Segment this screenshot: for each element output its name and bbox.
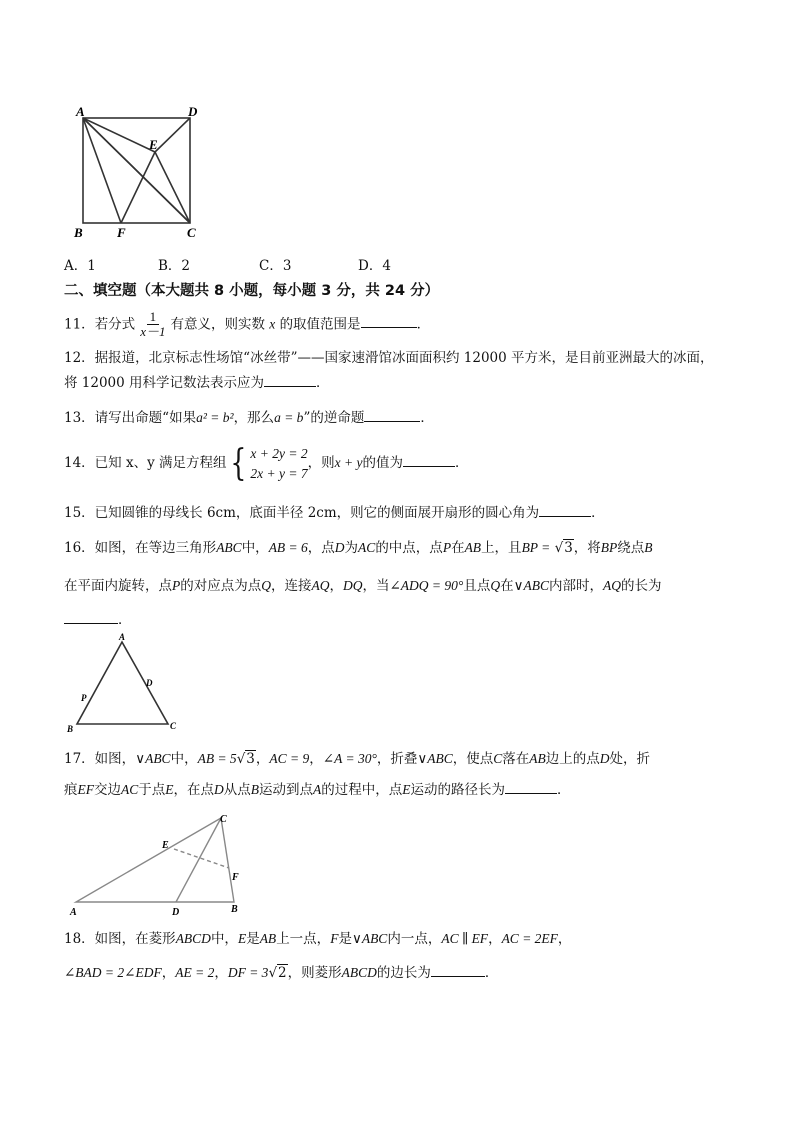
fig10-label-b: B bbox=[74, 225, 83, 240]
q17-figure bbox=[66, 808, 266, 920]
fig16-label-a: A bbox=[119, 632, 126, 642]
q11-blank bbox=[361, 327, 417, 328]
q16-blank bbox=[64, 623, 118, 624]
fig17-label-b: B bbox=[231, 904, 238, 915]
q15: 15．已知圆锥的母线长 6cm，底面半径 2cm，则它的侧面展开扇形的圆心角为 ． bbox=[64, 505, 605, 521]
q18-blank bbox=[431, 976, 485, 977]
fig17-label-c: C bbox=[220, 814, 227, 825]
fig17-label-a: A bbox=[70, 907, 77, 918]
q11: 11．若分式 $\frac{1}{x-1}$ 有意义，则实数 x 的取值范围是 ． bbox=[64, 309, 431, 339]
q14-equation-system: { x + 2y = 2 2x + y = 7 bbox=[229, 442, 308, 484]
q12-blank bbox=[264, 386, 316, 387]
q17-line2: 痕EF交边AC于点E，在点D从点B运动到点A的过程中，点E运动的路径长为 ． bbox=[64, 782, 571, 798]
fig16-label-p: P bbox=[81, 693, 87, 703]
fig17-label-f: F bbox=[232, 872, 239, 883]
fig10-label-a: A bbox=[76, 104, 85, 119]
fig10-label-c: C bbox=[187, 225, 196, 240]
q10-choice-b: B．2 bbox=[158, 258, 191, 274]
q16-figure bbox=[60, 632, 190, 734]
q15-blank bbox=[539, 516, 591, 517]
q10-choice-a: A．1 bbox=[64, 258, 96, 274]
q10-figure bbox=[60, 100, 210, 245]
q16-line2: 在平面内旋转，点P的对应点为点Q，连接AQ，DQ，当∠ADQ = 90°且点Q在∨ABC内部时，AQ的长为 bbox=[64, 578, 662, 594]
fig16-label-b: B bbox=[67, 724, 74, 734]
q16-line1: 16．如图，在等边三角形ABC中，AB = 6，点D为AC的中点，点P在AB上，且BP = √3，将BP绕点B bbox=[64, 540, 653, 556]
q18-line1: 18．如图，在菱形ABCD中，E是AB上一点，F是∨ABC内一点，AC ∥ EF，AC = 2EF， bbox=[64, 931, 572, 947]
q11-fraction: $\frac{1}{x-1}$ bbox=[140, 309, 166, 339]
q17-blank bbox=[505, 793, 557, 794]
q10-choice-c: C．3 bbox=[259, 258, 292, 274]
fig17-label-e: E bbox=[162, 840, 169, 851]
fig17-label-d: D bbox=[172, 907, 180, 918]
q17-line1: 17．如图，∨ABC中，AB = 5√3，AC = 9，∠A = 30°，折叠∨ABC，使点C落在AB边上的点D处，折 bbox=[64, 751, 650, 767]
q12-line1: 12．据报道，北京标志性场馆“冰丝带”——国家速滑馆冰面面积约 12000 平方米，是目前亚洲最大的冰面， bbox=[64, 350, 714, 366]
section-heading: 二、填空题（本大题共 8 小题，每小题 3 分，共 24 分） bbox=[64, 283, 440, 299]
q13-blank bbox=[364, 421, 420, 422]
q18-line2: ∠BAD = 2∠EDF，AE = 2，DF = 3√2，则菱形ABCD的边长为 ． bbox=[64, 965, 499, 981]
q14: 14．已知 x、y 满足方程组 { x + 2y = 2 2x + y = 7 ，则x + y的值为 ． bbox=[64, 442, 469, 484]
q13: 13．请写出命题“如果a² = b²，那么a = b”的逆命题 ． bbox=[64, 410, 434, 426]
fig10-label-e: E bbox=[149, 137, 158, 152]
q12-line2: 将 12000 用科学记数法表示应为 ． bbox=[64, 375, 330, 391]
fig16-label-d: D bbox=[146, 678, 153, 688]
q10-choice-d: D．4 bbox=[358, 258, 391, 274]
fig10-label-f: F bbox=[117, 225, 126, 240]
q14-blank bbox=[403, 466, 455, 467]
fig10-label-d: D bbox=[188, 104, 198, 119]
q16-line3: ． bbox=[64, 611, 132, 629]
fig16-label-c: C bbox=[170, 721, 177, 731]
